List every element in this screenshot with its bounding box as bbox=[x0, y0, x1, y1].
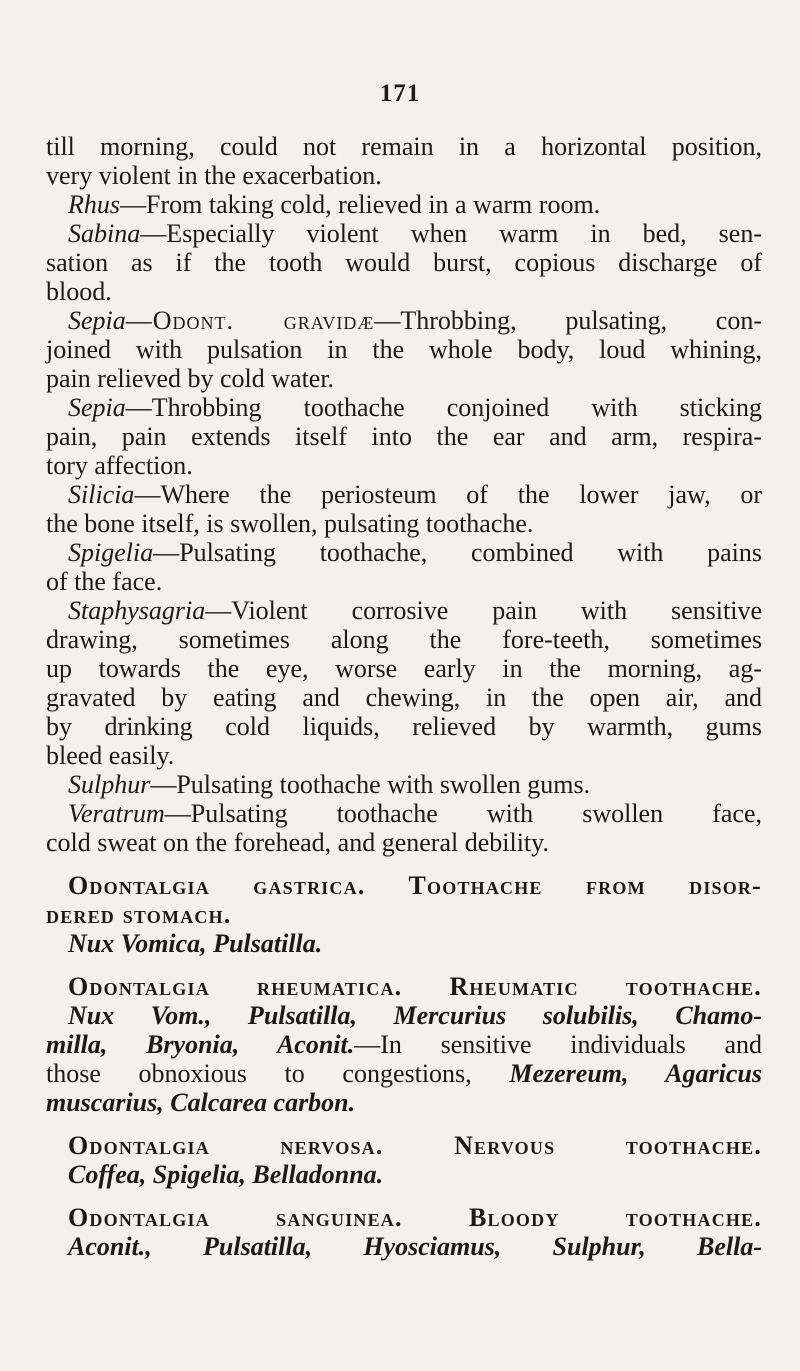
section-heading-gastrica: Odontalgia gastrica. Toothache from disor- bbox=[68, 871, 762, 900]
remedy-entry-staphysagria bbox=[46, 596, 762, 625]
text-line: bleed easily. bbox=[46, 741, 175, 770]
remedy-text: —Throbbing toothache conjoined with sticking bbox=[125, 393, 762, 422]
remedy-list-nervosa: Coffea, Spigelia, Belladonna. bbox=[68, 1160, 384, 1189]
text-line: gravated by eating and chewing, in the open air, and bbox=[46, 683, 762, 712]
remedy-names: Mezereum, Agaricus bbox=[509, 1059, 762, 1088]
section-heading-sanguinea: Odontalgia sanguinea. Bloody toothache. bbox=[68, 1203, 762, 1232]
remedy-entry-rhus bbox=[46, 190, 762, 219]
remedy-list-gastrica: Nux Vomica, Pulsatilla. bbox=[68, 929, 323, 958]
remedy-text: —Throbbing, pulsating, con- bbox=[374, 306, 763, 335]
remedy-list-line bbox=[46, 1030, 762, 1059]
remedy-name: Sepia bbox=[68, 393, 126, 422]
remedy-entry-sepia-2 bbox=[46, 393, 762, 422]
text-line: blood. bbox=[46, 277, 112, 306]
text-line: till morning, could not remain in a horizontal position, bbox=[46, 132, 762, 161]
section-heading-continuation: dered stomach. bbox=[46, 900, 232, 929]
page-body bbox=[46, 132, 762, 1261]
text-line: sation as if the tooth would burst, copious discharge of bbox=[46, 248, 762, 277]
text-line: pain relieved by cold water. bbox=[46, 364, 335, 393]
remedy-name: Rhus bbox=[68, 190, 120, 219]
remedy-name: Sabina bbox=[68, 219, 141, 248]
remedy-text: —Pulsating toothache with swollen face, bbox=[164, 799, 762, 828]
remedy-text: —Pulsating toothache, combined with pains bbox=[153, 538, 762, 567]
text-line: the bone itself, is swollen, pulsating toothache. bbox=[46, 509, 534, 538]
text-line: by drinking cold liquids, relieved by warmth, gums bbox=[46, 712, 762, 741]
remedy-entry-veratrum bbox=[46, 799, 762, 828]
remedy-text: —Pulsating toothache with swollen gums. bbox=[150, 770, 591, 799]
text-line: very violent in the exacerbation. bbox=[46, 161, 382, 190]
remedy-name: Silicia bbox=[68, 480, 135, 509]
text-line: joined with pulsation in the whole body, loud whining, bbox=[46, 335, 762, 364]
condition-label: —Odont. gravidæ bbox=[125, 306, 375, 335]
remedy-name: Spigelia bbox=[68, 538, 154, 567]
section-gap bbox=[46, 857, 762, 871]
remedy-entry-sulphur bbox=[46, 770, 762, 799]
section-gap bbox=[46, 1189, 762, 1203]
section-gap bbox=[46, 1117, 762, 1131]
page-number: 171 bbox=[379, 80, 421, 107]
remedy-text: —Where the periosteum of the lower jaw, or bbox=[134, 480, 762, 509]
remedy-list-sanguinea: Aconit., Pulsatilla, Hyosciamus, Sulphur, Bella- bbox=[68, 1232, 762, 1261]
remedy-entry-silicia bbox=[46, 480, 762, 509]
text-line: cold sweat on the forehead, and general debility. bbox=[46, 828, 549, 857]
text-line: drawing, sometimes along the fore-teeth, sometimes bbox=[46, 625, 762, 654]
text-line: tory affection. bbox=[46, 451, 193, 480]
section-heading-nervosa: Odontalgia nervosa. Nervous toothache. bbox=[68, 1131, 762, 1160]
section-heading-rheumatica: Odontalgia rheumatica. Rheumatic toothache. bbox=[68, 972, 762, 1001]
remedy-list-line bbox=[46, 1059, 762, 1088]
remedy-name: Veratrum bbox=[68, 799, 165, 828]
remedy-text: those obnoxious to congestions, bbox=[46, 1059, 472, 1088]
section-gap bbox=[46, 958, 762, 972]
remedy-names: milla, Bryonia, Aconit. bbox=[46, 1030, 355, 1059]
remedy-text: —In sensitive individuals and bbox=[354, 1030, 762, 1059]
remedy-list-line: muscarius, Calcarea carbon. bbox=[46, 1088, 356, 1117]
remedy-name: Sepia bbox=[68, 306, 126, 335]
remedy-entry-spigelia bbox=[46, 538, 762, 567]
remedy-name: Staphysagria bbox=[68, 596, 206, 625]
remedy-list-rheumatica: Nux Vom., Pulsatilla, Mercurius solubilis, Chamo- bbox=[68, 1001, 762, 1030]
text-line: pain, pain extends itself into the ear and arm, respira- bbox=[46, 422, 762, 451]
remedy-entry-sabina bbox=[46, 219, 762, 248]
remedy-text: —Violent corrosive pain with sensitive bbox=[205, 596, 762, 625]
remedy-text: —From taking cold, relieved in a warm room. bbox=[120, 190, 601, 219]
text-line: up towards the eye, worse early in the morning, ag- bbox=[46, 654, 762, 683]
remedy-name: Sulphur bbox=[68, 770, 151, 799]
text-line: of the face. bbox=[46, 567, 163, 596]
remedy-text: —Especially violent when warm in bed, sen- bbox=[140, 219, 762, 248]
remedy-entry-sepia bbox=[46, 306, 762, 335]
